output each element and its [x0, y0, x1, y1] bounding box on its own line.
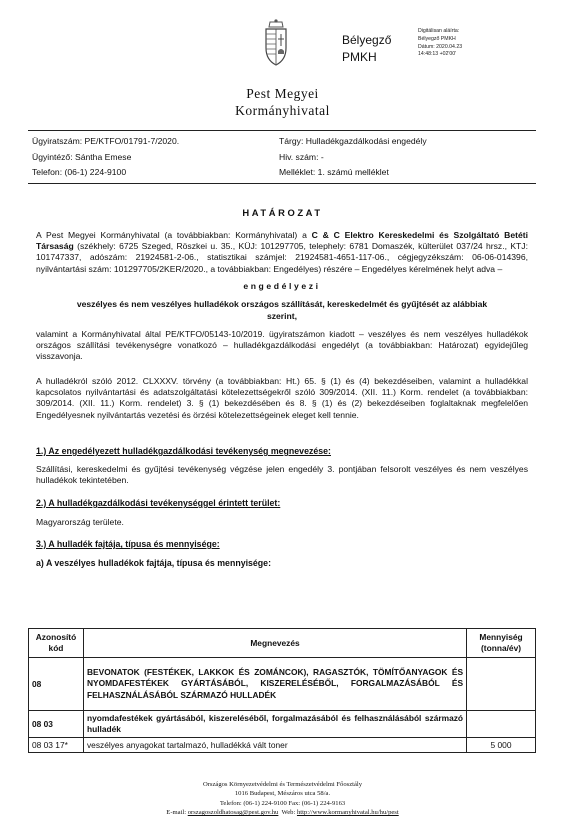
- footer-phone-fax: Telefon: (06-1) 224-9100 Fax: (06-1) 224-9163: [219, 799, 346, 807]
- section-3a-title: a) A veszélyes hulladékok fajtája, típusa és mennyisége:: [36, 558, 272, 568]
- attachment: Melléklet: 1. számú melléklet: [279, 167, 389, 177]
- section-2-title: 2.) A hulladékgazdálkodási tevékenységgel érintett terület:: [36, 498, 281, 508]
- header-name: Megnevezés: [83, 629, 466, 658]
- waste-table: [28, 628, 536, 753]
- stamp-meta-line2: Bélyegző PMKH: [418, 35, 456, 42]
- footer: [0, 780, 565, 818]
- table-header-row: [29, 629, 536, 658]
- reference-number: Hiv. szám: -: [279, 151, 324, 162]
- digital-signature-info: [418, 28, 462, 59]
- law-paragraph: A hulladékról szóló 2012. CLXXXV. törvény (a továbbiakban: Ht.) 65. § (1) és (4) bekezdéseiben, valamint a hulladékkal kapcsolatos nyilvántartási és adatszolgáltatási kötelezettségekről szóló 309/2014. (XII. 11.) Korm. rendelet (a továbbiakban: 309/2014. (XII. 11.) Korm. rendelet) 3. § (1) bekezdésében és 8. § (1) és (2) bekezdéseiben foglaltaknak megfelelően Engedélyesnek nyilvántartás vezetési és örzési kötelezettségeinek eleget kell tennie.: [36, 376, 528, 420]
- company-name: C & C Elektro Kereskedelmi és Szolgáltató Betéti Társaság: [36, 230, 528, 252]
- row-quantity: [467, 711, 536, 738]
- section-1-text: Szállítási, kereskedelmi és gyűjtési tevékenység végzése jelen engedély 3. pontjában felsorolt veszélyes és nem veszélyes hulladékok tekintetében.: [36, 464, 528, 486]
- subject: Tárgy: Hulladékgazdálkodási engedély: [279, 136, 427, 146]
- table-row: [29, 711, 536, 738]
- decision-word: engedélyezi: [243, 281, 321, 291]
- intro-text-a: A Pest Megyei Kormányhivatal (a továbbiakban: Kormányhivatal) a: [36, 230, 312, 240]
- header-quantity: Mennyiség (tonna/év): [467, 629, 536, 658]
- table-row: [29, 738, 536, 753]
- stamp-title: [342, 32, 391, 66]
- meta-left: [32, 134, 179, 181]
- header-code: Azonosító kód: [29, 629, 84, 658]
- footer-web-link[interactable]: http://www.kormanyhivatal.hu/hu/pest: [296, 809, 399, 817]
- row-name: veszélyes anyagokat tartalmazó, hulladékká vált toner: [83, 738, 466, 753]
- document-title: HATÁROZAT: [242, 207, 323, 218]
- coat-of-arms-icon: [258, 18, 294, 68]
- row-name: nyomdafestékek gyártásából, kiszereléséből, forgalmazásából és felhasználásából származó hulladék: [83, 711, 466, 738]
- header-divider-top: [28, 130, 536, 131]
- footer-address: 1016 Budapest, Mészáros utca 58/a.: [234, 790, 331, 798]
- stamp-title-line2: PMKH: [342, 50, 377, 64]
- footer-department: Országos Környezetvédelmi és Természetvédelmi Főosztály: [202, 781, 363, 788]
- row-quantity: 5 000: [467, 738, 536, 753]
- footer-email-link[interactable]: orszagoszoldhatosag@pest.gov.hu: [187, 809, 279, 817]
- section-2-text: Magyarország területe.: [36, 517, 124, 527]
- phone: Telefon: (06-1) 224-9100: [32, 167, 127, 177]
- decision-subject: veszélyes és nem veszélyes hulladékok országos szállítását, kereskedelmét és gyűjtését az alábbiak szerint,: [76, 299, 488, 321]
- revoke-paragraph: valamint a Kormányhivatal által PE/KTFO/05143-10/2019. ügyiratszámon kiadott – veszélyes és nem veszélyes hulladékok országos szállítási tevékenységre vonatkozó – hulladékgazdálkodási engedélyt (a továbbiakban: Határozat) egyidejűleg visszavonja.: [36, 329, 528, 362]
- meta-right: [279, 134, 427, 181]
- table-row: [29, 658, 536, 711]
- row-code: 08 03 17*: [29, 738, 84, 753]
- row-code: 08: [29, 658, 84, 711]
- intro-paragraph: [36, 230, 528, 275]
- stamp-meta-line3: Dátum: 2020.04.23: [418, 43, 463, 50]
- section-3-title: 3.) A hulladék fajtája, típusa és mennyisége:: [36, 539, 220, 549]
- org-name-line2: Kormányhivatal: [235, 103, 330, 118]
- footer-web-label: Web:: [278, 809, 297, 817]
- row-code: 08 03: [29, 711, 84, 738]
- header-divider-bottom: [28, 183, 536, 184]
- org-name-line1: Pest Megyei: [246, 86, 319, 101]
- row-name: BEVONATOK (FESTÉKEK, LAKKOK ÉS ZOMÁNCOK), RAGASZTÓK, TÖMÍTŐANYAGOK ÉS NYOMDAFESTÉKEK GYÁRTÁSÁBÓL, KISZERELÉSÉBŐL, FORGALMAZÁSÁBÓL ÉS FELHASZNÁLÁSÁBÓL SZÁRMAZÓ HULLADÉK: [83, 658, 466, 711]
- intro-text-b: (székhely: 6725 Szeged, Röszkei u. 35., KÜJ: 101297705, telephely: 6781 Domaszék, külterület 037/24 hrsz., KTJ: 101747337, adószám: 21924581-2-06., statisztikai számjel: 21924581-4651-117-06., cégjegyzékszám: 06-06-014396, nyilvántartási szám: 101297705/2KER/2020., a továbbiakban: Engedélyes) részére – Engedélyes kérelmének helyt adva –: [36, 241, 528, 274]
- case-number: Ügyiratszám: PE/KTFO/01791-7/2020.: [32, 136, 180, 146]
- stamp-meta-line4: 14:48:13 +02'00': [418, 51, 457, 58]
- footer-contact: [0, 808, 565, 817]
- footer-email-label: E-mail:: [166, 809, 188, 817]
- case-handler: Ügyintéző: Sántha Emese: [32, 151, 132, 162]
- stamp-title-line1: Bélyegző: [342, 33, 392, 47]
- row-quantity: [467, 658, 536, 711]
- stamp-meta-line1: Digitálisan aláírta:: [418, 28, 460, 34]
- section-1-title: 1.) Az engedélyezett hulladékgazdálkodási tevékenység megnevezése:: [36, 446, 331, 456]
